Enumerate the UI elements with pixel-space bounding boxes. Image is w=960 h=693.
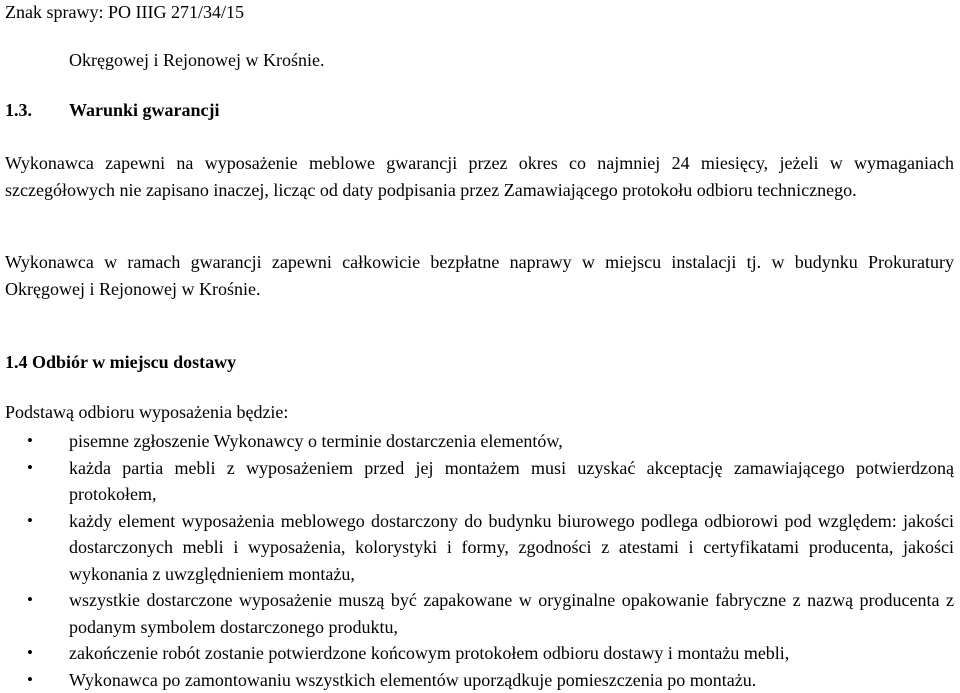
acceptance-criteria-list — [0, 428, 960, 693]
bullet-icon: • — [27, 455, 33, 482]
section-1-3-number: 1.3. — [5, 100, 32, 121]
warranty-paragraph-2: Wykonawca w ramach gwarancji zapewni całkowicie bezpłatne naprawy w miejscu instalacji tj. w budynku Prokuratury Okręgowej i Rejonowej w Krośnie. — [5, 249, 954, 302]
court-name-line: Okręgowej i Rejonowej w Krośnie. — [69, 50, 324, 71]
list-item-text: wszystkie dostarczone wyposażenie muszą być zapakowane w oryginalne opakowanie fabryczne z nazwą producenta z podanym symbolem dostarczonego produktu, — [69, 590, 954, 637]
list-item — [0, 428, 954, 455]
case-number: Znak sprawy: PO IIIG 271/34/15 — [5, 2, 244, 23]
bullet-icon: • — [27, 508, 33, 535]
list-item — [0, 640, 954, 667]
list-item-text: zakończenie robót zostanie potwierdzone końcowym protokołem odbioru dostawy i montażu mebli, — [69, 643, 789, 663]
bullet-icon: • — [27, 587, 33, 614]
list-item — [0, 587, 954, 640]
acceptance-intro: Podstawą odbioru wyposażenia będzie: — [5, 402, 288, 423]
list-item-text: każdy element wyposażenia meblowego dostarczony do budynku biurowego podlega odbiorowi pod względem: jakości dostarczonych mebli i wyposażenia, kolorystyki i formy, zgodności z atestami i certyfikatami producenta, jakości wykonania z uwzględnieniem montażu, — [69, 511, 954, 584]
list-item — [0, 455, 954, 508]
bullet-icon: • — [27, 640, 33, 667]
list-item-text: każda partia mebli z wyposażeniem przed jej montażem musi uzyskać akceptację zamawiającego potwierdzoną protokołem, — [69, 458, 954, 505]
list-item-text: pisemne zgłoszenie Wykonawcy o terminie dostarczenia elementów, — [69, 431, 563, 451]
warranty-paragraph-1: Wykonawca zapewni na wyposażenie meblowe gwarancji przez okres co najmniej 24 miesięcy, jeżeli w wymaganiach szczegółowych nie zapisano inaczej, licząc od daty podpisania przez Zamawiającego protokołu odbioru technicznego. — [5, 150, 954, 203]
list-item-text: Wykonawca po zamontowaniu wszystkich elementów uporządkuje pomieszczenia po montażu. — [69, 670, 756, 690]
section-1-3-title: Warunki gwarancji — [69, 100, 220, 121]
list-item — [0, 508, 954, 588]
list-item — [0, 667, 954, 693]
bullet-icon: • — [27, 428, 33, 455]
section-1-4-title: 1.4 Odbiór w miejscu dostawy — [5, 352, 236, 373]
bullet-icon: • — [27, 667, 33, 693]
